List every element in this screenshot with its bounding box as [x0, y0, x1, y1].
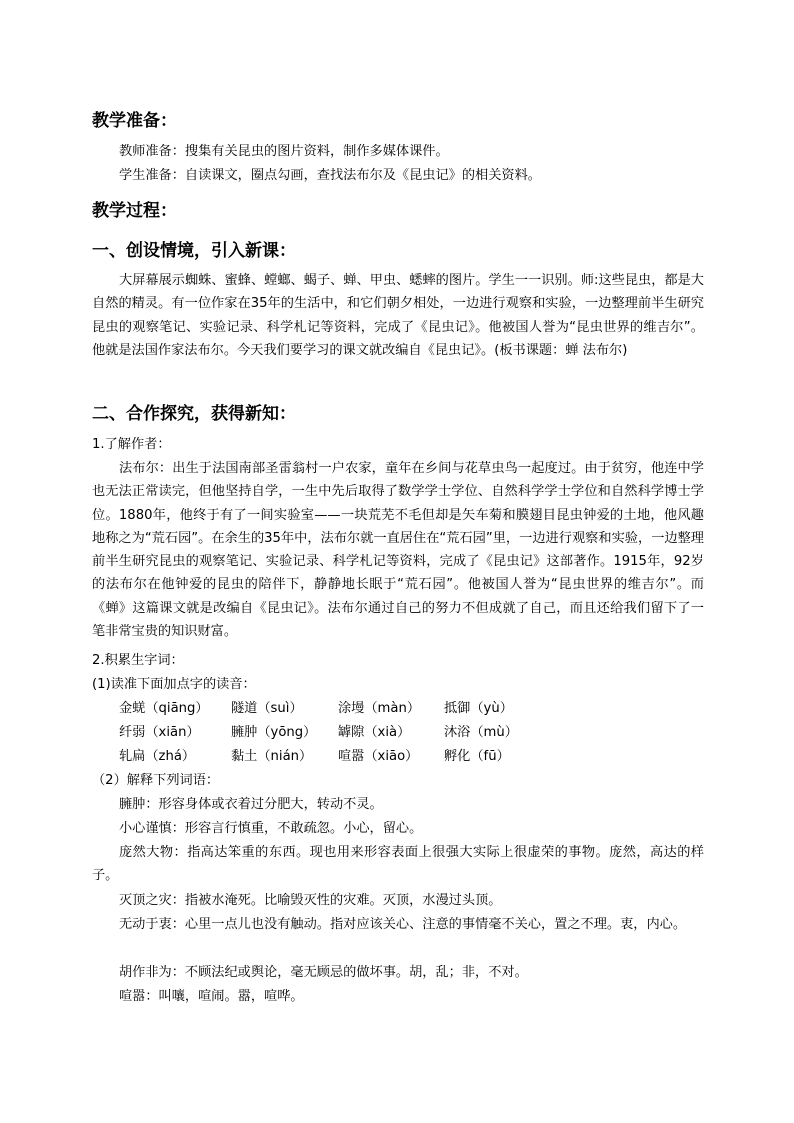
definition-item: 胡作非为：不顾法纪或舆论，毫无顾忌的做坏事。胡，乱；非，不对。 — [119, 965, 528, 980]
item2-title: 2.积累生字词： — [92, 653, 184, 668]
sub2-title: （2）解释下列词语： — [92, 773, 220, 788]
sub1-title: (1)读准下面加点字的读音： — [92, 677, 256, 692]
vocab-item: 金蜣（qiāng） — [119, 701, 209, 716]
intro-paragraph: 大屏幕展示蜘蛛、蜜蜂、螳螂、蝎子、蝉、甲虫、蟋蟀的图片。学生一一识别。师:这些昆虫，都是大自然的精灵。有一位作家在35年的生活中，和它们朝夕相处，一边进行观察和实验，一边整理前半生研究昆虫的观察笔记、实验记录、科学札记等资料，完成了《昆虫记》。他被国人誉为“昆虫世界的维吉尔”。他就是法国作家法布尔。今天我们要学习的课文就改编自《昆虫记》。(板书课题：蝉 法布尔) — [92, 273, 704, 358]
definition-item: 灭顶之灾：指被水淹死。比喻毁灭性的灾难。灭顶，水漫过头顶。 — [119, 893, 502, 908]
vocab-item: 抵御（yù） — [444, 701, 513, 716]
definition-item: 小心谨慎：形容言行慎重，不敢疏忽。小心，留心。 — [119, 821, 423, 836]
definition-item: 喧嚣：叫嚷，喧闹。嚣，喧哗。 — [119, 989, 304, 1004]
vocab-item: 黏土（nián） — [231, 749, 313, 764]
vocab-item: 喧嚣（xiāo） — [338, 749, 419, 764]
vocab-item: 孵化（fū） — [444, 749, 510, 764]
definition-item: 无动于衷：心里一点儿也没有触动。指对应该关心、注意的事情毫不关心，置之不理。衷，内心。 — [119, 917, 687, 932]
definition-item: 臃肿：形容身体或衣着过分肥大，转动不灵。 — [119, 797, 383, 812]
prep-heading: 教学准备： — [92, 111, 177, 131]
vocab-item: 罅隙（xià） — [338, 725, 411, 740]
section1-heading: 一、创设情境，引入新课： — [92, 241, 296, 261]
definition-item: 庞然大物：指高达笨重的东西。现也用来形容表面上很强大实际上很虚荣的事物。庞然，高达的样子。 — [92, 845, 704, 884]
teacher-prep-line: 教师准备：搜集有关昆虫的图片资料，制作多媒体课件。 — [119, 144, 449, 159]
vocab-item: 轧扁（zhá） — [119, 749, 196, 764]
author-paragraph: 法布尔：出生于法国南部圣雷翁村一户农家，童年在乡间与花草虫鸟一起度过。由于贫穷，他连中学也无法正常读完，但他坚持自学，一生中先后取得了数学学士学位、自然科学学士学位和自然科学博士学位。1880年，他终于有了一间实验室——一块荒芜不毛但却是矢车菊和膜翅目昆虫钟爱的土地，他风趣地称之为“荒石园”。在余生的35年中，法布尔就一直居住在“荒石园”里，一边进行观察和实验，一边整理前半生研究昆虫的观察笔记、实验记录、科学札记等资料，完成了《昆虫记》这部著作。1915年，92岁的法布尔在他钟爱的昆虫的陪伴下，静静地长眠于“荒石园”。他被国人誉为“昆虫世界的维吉尔”。而《蝉》这篇课文就是改编自《昆虫记》。法布尔通过自己的努力不但成就了自己，而且还给我们留下了一笔非常宝贵的知识财富。 — [92, 461, 704, 640]
item1-title: 1.了解作者： — [92, 437, 171, 452]
student-prep-line: 学生准备：自读课文，圈点勾画，查找法布尔及《昆虫记》的相关资料。 — [119, 168, 541, 183]
process-heading: 教学过程： — [92, 201, 177, 221]
vocab-item: 沐浴（mù） — [444, 725, 518, 740]
section2-heading: 二、合作探究，获得新知： — [92, 404, 296, 424]
vocab-item: 隧道（suì） — [231, 701, 303, 716]
vocab-item: 臃肿（yōng） — [231, 725, 317, 740]
vocab-item: 涂墁（màn） — [338, 701, 421, 716]
vocab-item: 纤弱（xiān） — [119, 725, 200, 740]
